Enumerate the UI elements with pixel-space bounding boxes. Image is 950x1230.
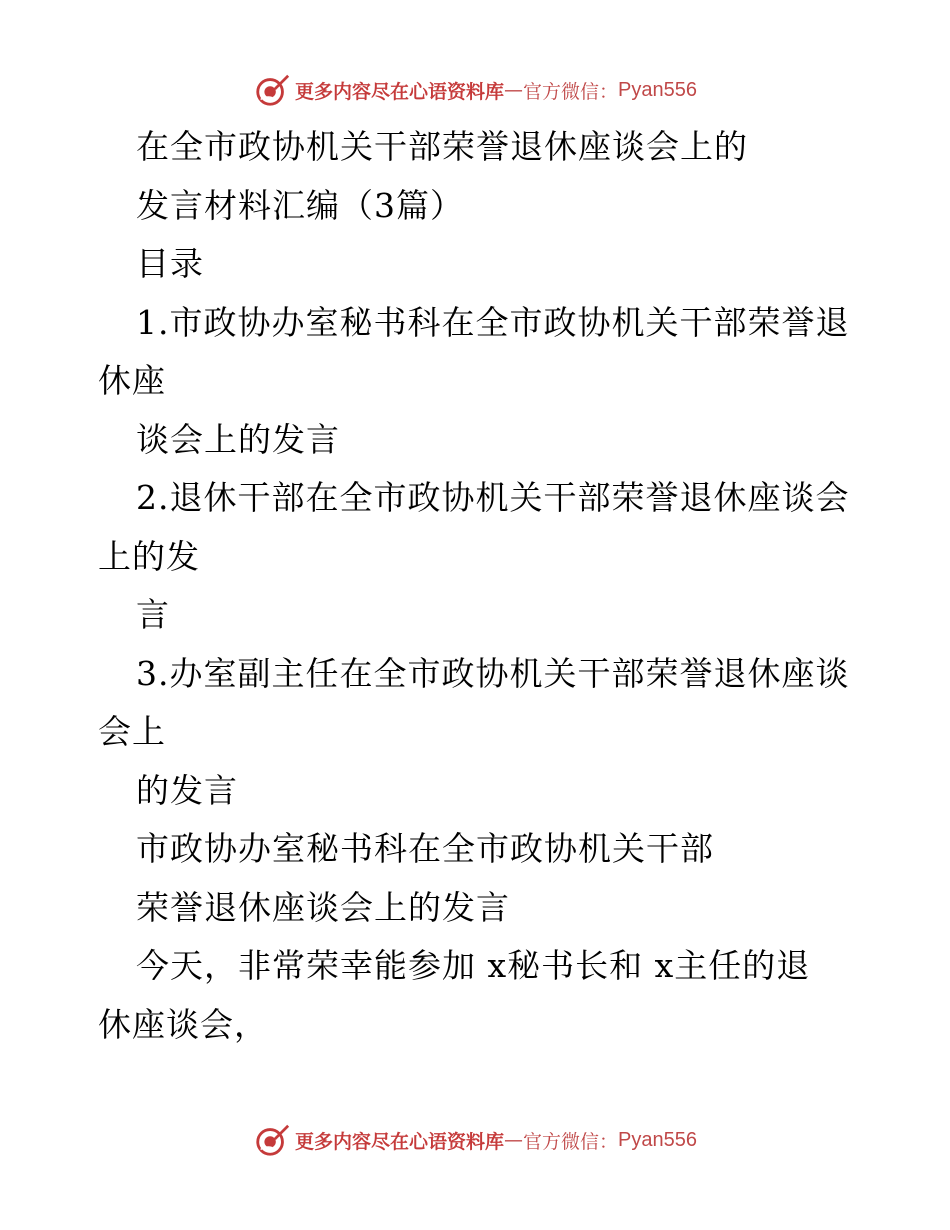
toc-item-2-line-1: 2.退休干部在全市政协机关干部荣誉退休座谈会 [136,478,850,517]
watermark-brand-text: 更多内容尽在心语资料库 [295,1130,505,1153]
watermark-dash: — [504,1129,524,1151]
doc-title-line-2: 发言材料汇编（3篇） [136,185,464,225]
paragraph-line-2: 休座谈会， [98,1004,268,1044]
toc-item-2-line-2: 上的发 [98,536,200,576]
toc-heading: 目录 [136,244,204,283]
toc-item-1-line-3: 谈会上的发言 [136,419,340,459]
doc-title-line-1: 在全市政协机关干部荣誉退休座谈会上的 [136,127,748,166]
pen-seal-icon [253,1121,291,1159]
section-title-line-2: 荣誉退休座谈会上的发言 [136,887,510,927]
toc-item-1-line-2: 休座 [98,361,166,400]
watermark-wechat-id: Pyan556 [618,1128,697,1151]
watermark-official-label: 官方微信： [523,1130,619,1153]
document-body [98,118,858,1054]
header-watermark [0,70,950,110]
watermark-brand-text: 更多内容尽在心语资料库 [295,80,505,103]
toc-item-3-line-1: 3.办室副主任在全市政协机关干部荣誉退休座谈 [136,653,850,693]
pen-seal-icon [253,71,291,109]
toc-item-1-line-1: 1.市政协办室秘书科在全市政协机关干部荣誉退 [136,302,850,342]
toc-item-3-line-3: 的发言 [136,770,238,810]
toc-item-3-line-2: 会上 [98,712,166,751]
section-title-line-1: 市政协办室秘书科在全市政协机关干部 [136,829,714,868]
toc-item-2-line-3: 言 [136,595,170,634]
watermark-official-label: 官方微信： [523,80,619,103]
footer-watermark [0,1120,950,1160]
watermark-dash: — [504,79,524,101]
paragraph-line-1: 今天，非常荣幸能参加 x秘书长和 x主任的退 [136,946,811,985]
watermark-wechat-id: Pyan556 [618,78,697,101]
